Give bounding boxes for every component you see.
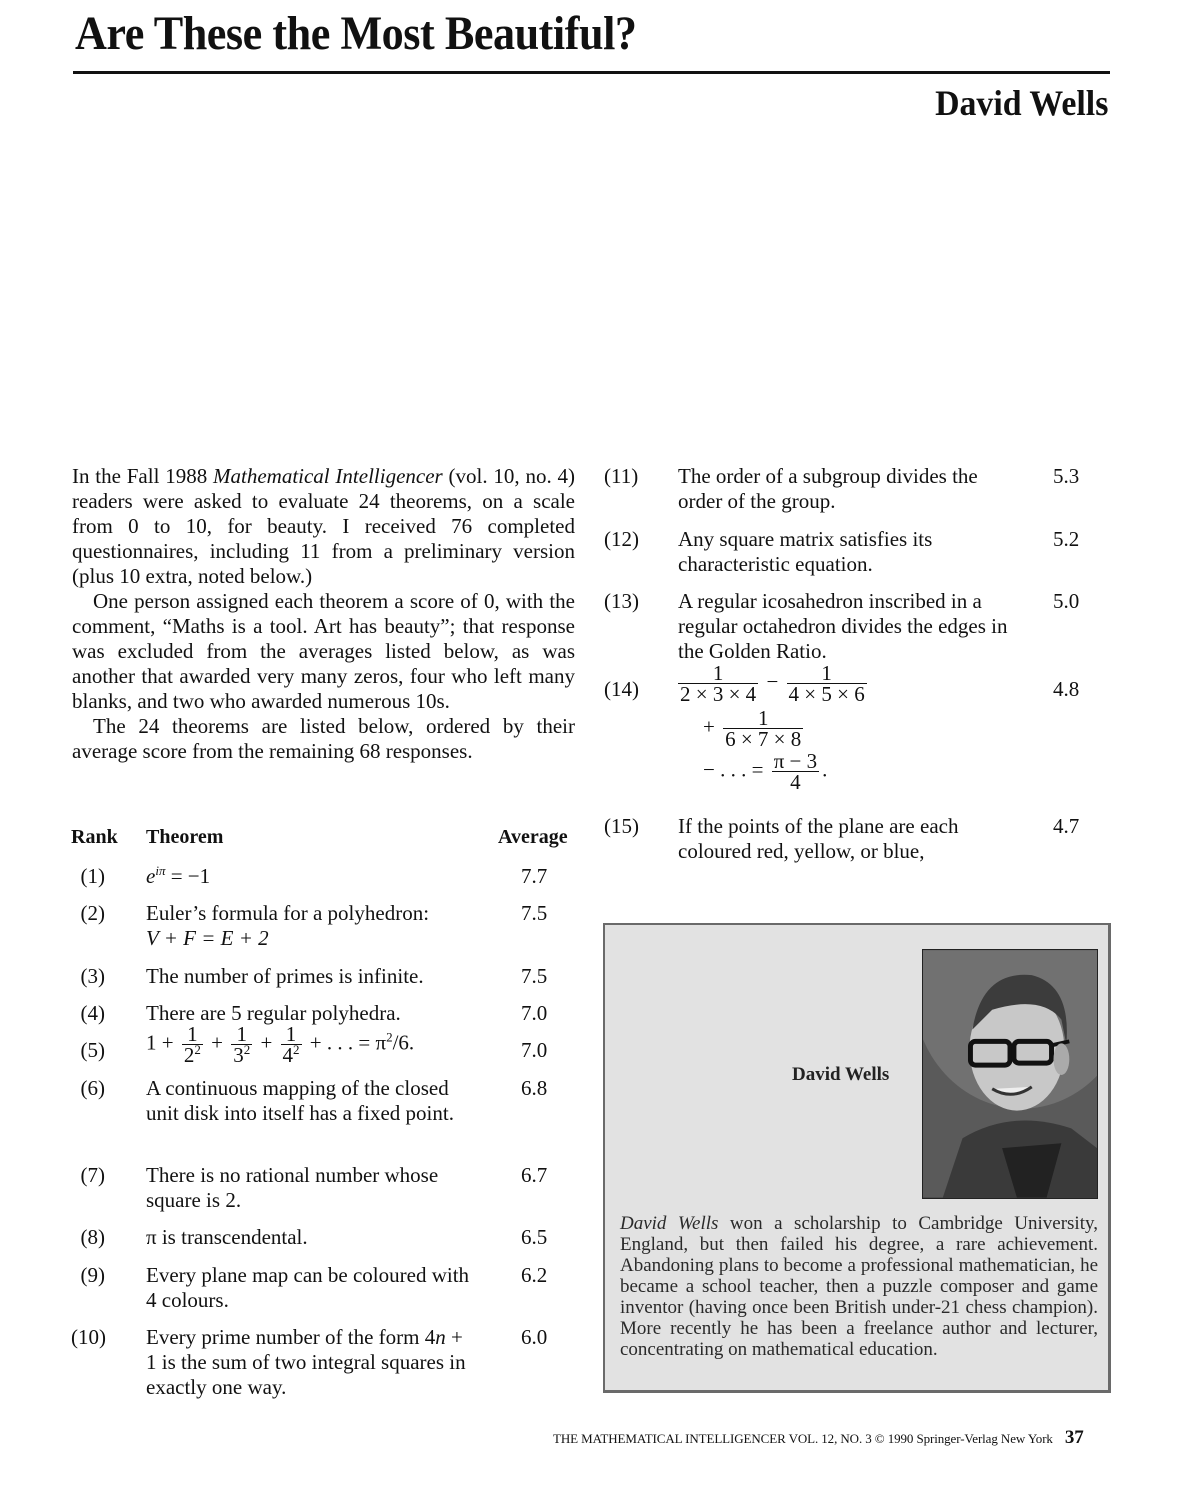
theorem: Any square matrix satisfies its characteristic equation. [678,527,933,576]
intro-text [72,464,575,764]
author-bio-text: David Wells won a scholarship to Cambridge University, England, but then failed his degree, a rare achievement. Abandoning plans to become a professional mathematician, he became a school teacher, then a puzzle composer and game inventor (having once been British under-21 chess champion). More recently he has been a freelance author and lecturer, concentrating on mathematical education. [620,1213,1099,1360]
rank: (12) [604,527,639,551]
theorem: There are 5 regular polyhedra. [146,1001,401,1025]
theorem-basel-series: 1 + $\frac{1}{2^2}$ + $\frac{1}{3^2}$ + $\frac{1}{4^2}$ + . . . = $\pi^2/6$. [146,1022,415,1067]
average: 6.0 [521,1325,548,1349]
average: 6.8 [521,1076,548,1100]
rank: (14) [604,677,639,701]
theorem: Every plane map can be coloured with 4 colours. [146,1263,470,1312]
rank: (11) [604,464,639,488]
rank: (1) [80,864,105,888]
rank: (9) [80,1263,105,1287]
theorem: Euler’s formula for a polyhedron: V + F = E + 2 [146,901,430,950]
rank: (13) [604,589,639,613]
average: 4.7 [1053,814,1080,838]
theorem: The order of a subgroup divides the order of the group. [678,464,978,513]
intro-paragraph-3: The 24 theorems are listed below, ordered by their average score from the remaining 68 responses. [72,714,575,763]
page-number: 37 [1064,1427,1084,1448]
average: 7.7 [521,864,548,888]
theorem: A continuous mapping of the closed unit disk into itself has a fixed point. [146,1076,454,1125]
footer-citation: THE MATHEMATICAL INTELLIGENCER VOL. 12, NO. 3 © 1990 Springer-Verlag New York [553,1431,1053,1446]
portrait-image-icon [923,950,1097,1198]
intro-paragraph-2: One person assigned each theorem a score of 0, with the comment, “Maths is a tool. Art has beauty”; that response was excluded from the averages listed below, as was another that awarded very many zeros, four who left many blanks, and two who awarded numerous 10s. [72,589,575,713]
rank: (6) [80,1076,105,1100]
rank: (10) [71,1325,106,1349]
journal-name: Mathematical Intelligencer [213,464,443,488]
article-author: David Wells [934,83,1108,123]
rank: (5) [80,1038,105,1062]
title-rule [73,71,1110,74]
bio-name-label: David Wells [792,1064,890,1085]
article-title: Are These the Most Beautiful? [75,7,637,60]
theorem: The number of primes is infinite. [146,964,424,988]
theorem: π is transcendental. [146,1225,308,1249]
rank: (3) [80,964,105,988]
theorem: A regular icosahedron inscribed in a regular octahedron divides the edges in the Golden Ratio. [678,589,1008,663]
average: 7.5 [521,964,548,988]
average: 5.3 [1053,464,1080,488]
theorem: Every prime number of the form 4n + 1 is the sum of two integral squares in exactly one way. [146,1325,466,1399]
rank: (8) [80,1225,105,1249]
average: 5.0 [1053,589,1080,613]
average: 6.7 [521,1163,548,1187]
header-theorem: Theorem [146,826,224,848]
average: 6.5 [521,1225,548,1249]
average: 7.0 [521,1038,548,1062]
header-rank: Rank [71,826,118,848]
average: 6.2 [521,1263,548,1287]
theorem-pi-series: $\frac{1}{2 \times 3 \times 4}$ − $\frac{1}{4 \times 5 \times 6}$ + $\frac{1}{6 \times 7 \times 8}$ − . . . = $\frac{\pi - 3}{4}$ . [680,661,865,794]
intro-paragraph-1: In the Fall 1988 Mathematical Intelligencer (vol. 10, no. 4) readers were asked to evaluate 24 theorems, on a scale from 0 to 10, for beauty. I received 76 completed questionnaires, including 11 from a preliminary version (plus 10 extra, noted below.) [72,464,575,588]
theorem: There is no rational number whose square is 2. [146,1163,439,1212]
average: 7.0 [521,1001,548,1025]
theorem: $e^{i\pi} = -1$ [146,863,211,888]
rank: (7) [80,1163,105,1187]
rank: (2) [80,901,105,925]
average: 4.8 [1053,677,1080,701]
header-average: Average [498,826,568,848]
average: 5.2 [1053,527,1080,551]
theorem: If the points of the plane are each coloured red, yellow, or blue, [678,814,959,863]
page-footer [553,1427,1084,1449]
author-photo [922,949,1098,1199]
average: 7.5 [521,901,548,925]
rank: (15) [604,814,639,838]
rank: (4) [80,1001,105,1025]
